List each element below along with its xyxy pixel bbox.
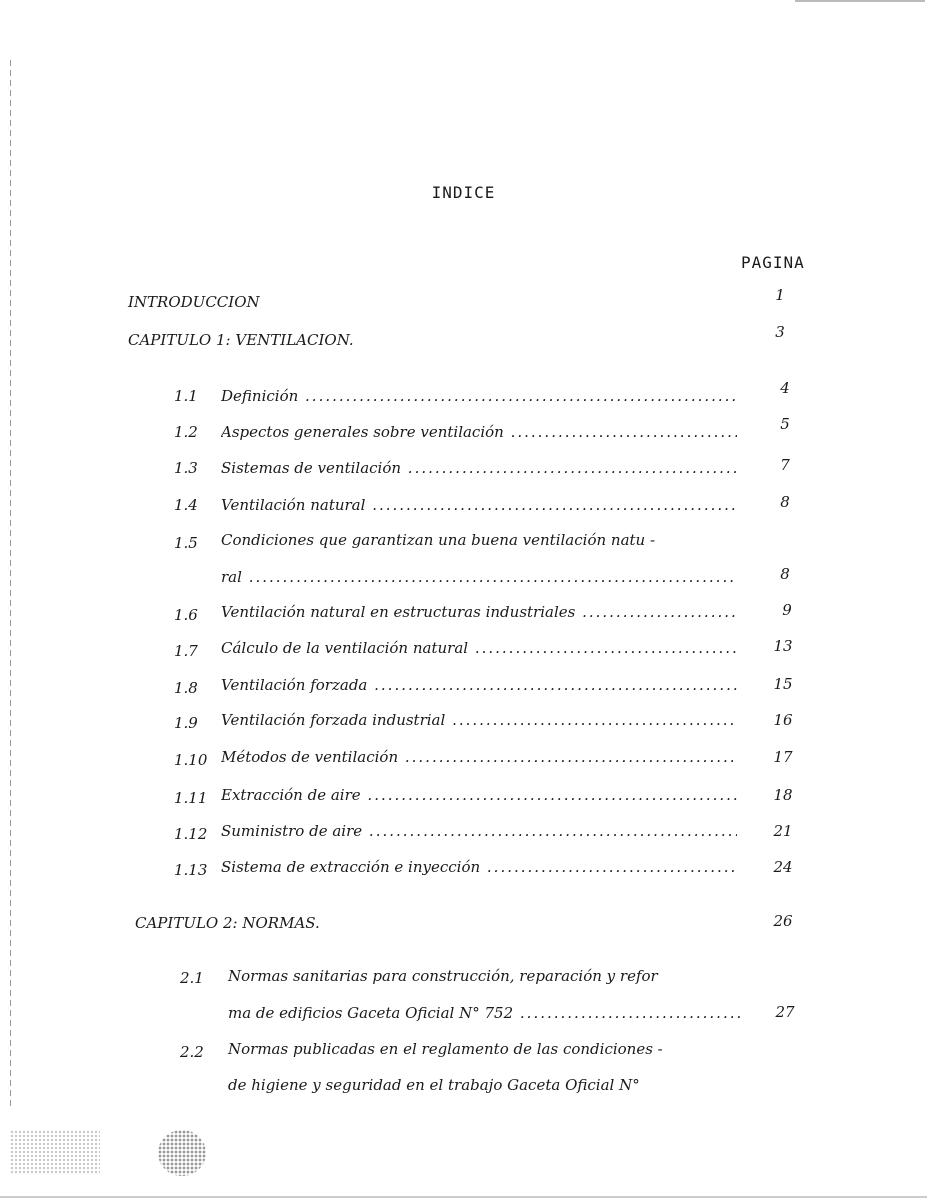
entry-number: 1.2 [174,423,198,441]
stamp-mark [158,1130,206,1176]
entry-number: 1.9 [174,714,198,732]
entry-number: 1.13 [174,861,208,879]
capitulo2-page: 26 [773,912,793,930]
entry-title-continued: de higiene y seguridad en el trabajo Gaceta Oficial N° [228,1076,640,1094]
entry-number: 1.10 [174,751,208,769]
entry-title-continued: ral ..... [221,568,737,586]
introduccion-label: INTRODUCCION [128,293,260,311]
capitulo1-page: 3 [775,323,785,341]
entry-title: Ventilación natural ..... [221,496,737,514]
entry-title-continued: ma de edificios Gaceta Oficial N° 752 ..... [228,1004,742,1022]
entry-title: Normas publicadas en el reglamento de las condiciones - [228,1040,663,1058]
entry-page: 24 [773,858,793,876]
scan-top-edge [795,0,925,2]
entry-number: 1.12 [174,825,208,843]
entry-title: Ventilación forzada ..... [221,676,737,694]
entry-page: 27 [775,1003,795,1021]
entry-title: Condiciones que garantizan una buena ventilación natu - [221,531,656,549]
entry-number: 1.5 [174,534,198,552]
entry-title: Aspectos generales sobre ventilación ..... [221,423,737,441]
entry-page: 21 [773,822,793,840]
entry-page: 15 [773,675,793,693]
scan-smudge [10,1130,100,1175]
entry-title: Suministro de aire ..... [221,822,737,840]
entry-number: 2.2 [180,1043,204,1061]
entry-title: Ventilación natural en estructuras industriales ..... [221,603,737,621]
entry-page: 9 [782,601,792,619]
entry-title: Ventilación forzada industrial ..... [221,711,737,729]
entry-page: 8 [780,565,790,583]
introduccion-page: 1 [775,286,785,304]
entry-number: 1.11 [174,789,208,807]
entry-page: 7 [780,456,790,474]
entry-number: 1.3 [174,459,198,477]
entry-number: 1.8 [174,679,198,697]
entry-page: 5 [780,415,790,433]
page-column-heading: PAGINA [741,253,805,272]
entry-title: Sistemas de ventilación ..... [221,459,737,477]
entry-page: 4 [780,379,790,397]
entry-title: Extracción de aire ..... [221,786,737,804]
entry-title: Normas sanitarias para construcción, reparación y refor [228,967,658,985]
entry-number: 1.1 [174,387,198,405]
entry-title: Métodos de ventilación ..... [221,748,737,766]
entry-page: 16 [773,711,793,729]
entry-title: Sistema de extracción e inyección ..... [221,858,737,876]
capitulo1-label: CAPITULO 1: VENTILACION. [128,331,354,349]
entry-page: 17 [773,748,793,766]
entry-page: 18 [773,786,793,804]
entry-page: 13 [773,637,793,655]
entry-title: Cálculo de la ventilación natural ..... [221,639,737,657]
entry-number: 1.6 [174,606,198,624]
entry-page: 8 [780,493,790,511]
scan-bottom-edge [0,1196,927,1198]
scan-left-edge [10,60,11,1110]
entry-number: 1.7 [174,642,198,660]
page-title: INDICE [431,183,496,202]
entry-number: 2.1 [180,969,204,987]
entry-number: 1.4 [174,496,198,514]
entry-title: Definición ..... [221,387,737,405]
capitulo2-label: CAPITULO 2: NORMAS. [135,914,320,932]
